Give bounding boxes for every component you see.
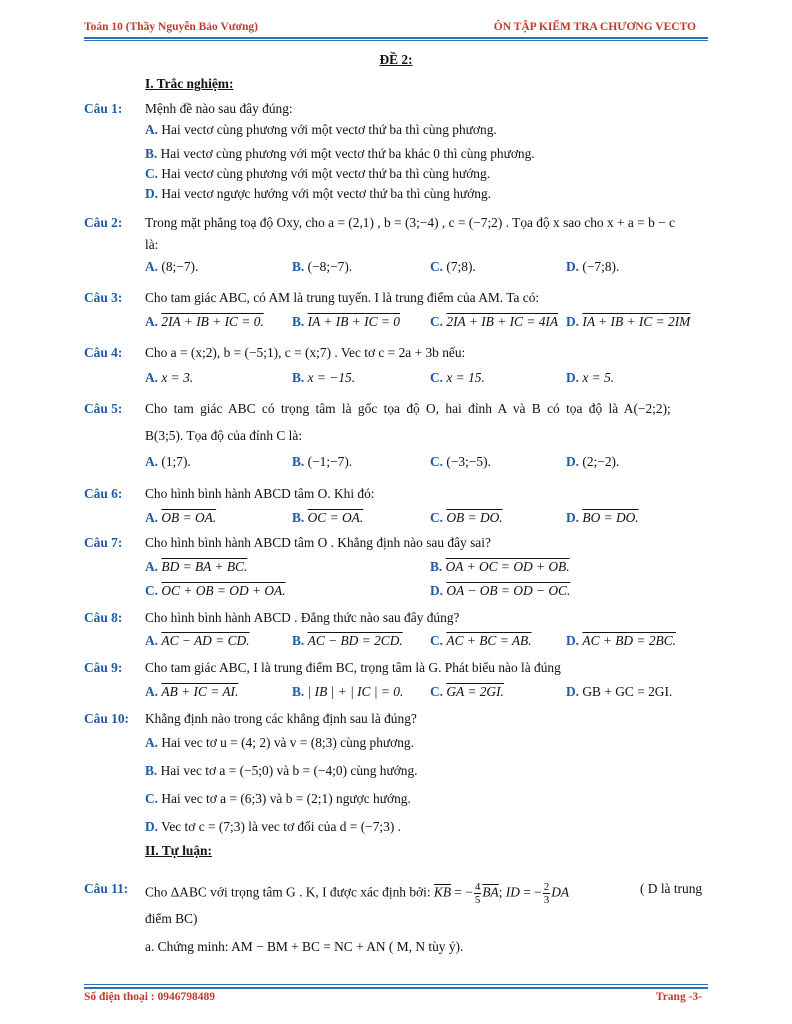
q1-option-c: C. Hai vectơ cùng phương với một vectơ thứ ba thì cùng hướng. [145, 166, 491, 181]
fraction-4-5: $\frac{4}{5}$ [474, 881, 481, 906]
q2-stem: Trong mặt phẳng toạ độ Oxy, cho a = (2,1) , b = (3;−4) , c = (−7;2) . Tọa độ x sao cho x + a = b − c [145, 215, 675, 230]
q11-stem-cont: điểm BC) [145, 911, 198, 926]
q4-option-d: D. x = 5. [566, 370, 615, 385]
q9-option-c: C. GA = 2GI. [430, 684, 504, 699]
q8-stem: Cho hình bình hành ABCD . Đẳng thức nào sau đây đúng? [145, 610, 460, 625]
q1-stem: Mệnh đề nào sau đây đúng: [145, 101, 293, 116]
q7-stem: Cho hình bình hành ABCD tâm O . Khẳng định nào sau đây sai? [145, 535, 491, 550]
section-essay: II. Tự luận: [145, 843, 212, 858]
exam-title: ĐỀ 2: [379, 52, 413, 67]
header-rule [84, 37, 708, 39]
q9-stem: Cho tam giác ABC, I là trung điểm BC, trọng tâm là G. Phát biểu nào là đúng [145, 660, 561, 675]
q5-option-d: D. (2;−2). [566, 454, 620, 469]
q6-option-a: A. OB = OA. [145, 510, 217, 525]
q3-label: Câu 3: [84, 290, 123, 305]
q11-part-a: a. Chứng minh: AM − BM + BC = NC + AN ( M, N tùy ý). [145, 939, 464, 954]
q4-option-c: C. x = 15. [430, 370, 485, 385]
q10-option-d: D. Vec tơ c = (7;3) là vec tơ đối của d = (−7;3) . [145, 819, 401, 834]
q4-label: Câu 4: [84, 345, 123, 360]
q7-option-c: C. OC + OB = OD + OA. [145, 583, 286, 598]
q8-option-b: B. AC − BD = 2CD. [292, 633, 403, 648]
q7-option-b: B. OA + OC = OD + OB. [430, 559, 570, 574]
q2-label: Câu 2: [84, 215, 123, 230]
q7-label: Câu 7: [84, 535, 123, 550]
q5-stem-cont: B(3;5). Tọa độ của đỉnh C là: [145, 428, 303, 443]
header-right: ÔN TẬP KIỂM TRA CHƯƠNG VECTO [493, 21, 696, 33]
fraction-2-3: $\frac{2}{3}$ [543, 881, 550, 906]
q10-option-c: C. Hai vec tơ a = (6;3) và b = (2;1) ngược hướng. [145, 791, 411, 806]
q9-option-d: D. GB + GC = 2GI. [566, 684, 673, 699]
q2-option-c: C. (7;8). [430, 259, 476, 274]
q4-option-a: A. x = 3. [145, 370, 194, 385]
q3-option-c: C. 2IA + IB + IC = 4IA [430, 314, 559, 329]
q2-option-d: D. (−7;8). [566, 259, 620, 274]
q8-option-a: A. AC − AD = CD. [145, 633, 250, 648]
q10-label: Câu 10: [84, 711, 130, 726]
q11-label: Câu 11: [84, 881, 129, 896]
q9-option-b: B. | IB | + | IC | = 0. [292, 684, 404, 699]
q1-label: Câu 1: [84, 101, 123, 116]
q8-option-c: C. AC + BC = AB. [430, 633, 532, 648]
q6-stem: Cho hình bình hành ABCD tâm O. Khi đó: [145, 486, 375, 501]
q4-stem: Cho a = (x;2), b = (−5;1), c = (x;7) . Vec tơ c = 2a + 3b nếu: [145, 345, 466, 360]
q9-label: Câu 9: [84, 660, 123, 675]
q2-option-a: A. (8;−7). [145, 259, 199, 274]
q11-stem-tail: ( D là trung [640, 881, 703, 896]
footer-rule-thin [84, 984, 708, 985]
q3-option-b: B. IA + IB + IC = 0 [292, 314, 400, 329]
q7-option-a: A. BD = BA + BC. [145, 559, 248, 574]
q10-option-a: A. Hai vec tơ u = (4; 2) và v = (8;3) cùng phương. [145, 735, 414, 750]
q8-label: Câu 8: [84, 610, 123, 625]
q3-stem: Cho tam giác ABC, có AM là trung tuyến. I là trung điểm của AM. Ta có: [145, 290, 540, 305]
q10-stem: Khẳng định nào trong các khẳng định sau là đúng? [145, 711, 417, 726]
q3-option-d: D. IA + IB + IC = 2IM [566, 314, 691, 329]
q3-option-a: A. 2IA + IB + IC = 0. [145, 314, 264, 329]
q4-option-b: B. x = −15. [292, 370, 356, 385]
q11-stem: Cho ΔABC với trọng tâm G . K, I được xác định bởi: $\overline{KB}$ = − $\frac{4}{5}$ $\overline{BA}$; ID = − $\frac{2}{3}$ DA [145, 881, 570, 906]
footer-phone: Số điện thoại : 0946798489 [84, 991, 215, 1003]
q5-label: Câu 5: [84, 401, 123, 416]
q5-option-b: B. (−1;−7). [292, 454, 353, 469]
q7-option-d: D. OA − OB = OD − OC. [430, 583, 571, 598]
q5-option-a: A. (1;7). [145, 454, 191, 469]
q5-option-c: C. (−3;−5). [430, 454, 491, 469]
q6-option-c: C. OB = DO. [430, 510, 503, 525]
q1-option-d: D. Hai vectơ ngược hướng với một vectơ thứ ba thì cùng hướng. [145, 186, 491, 201]
q6-label: Câu 6: [84, 486, 123, 501]
q10-option-b: B. Hai vec tơ a = (−5;0) và b = (−4;0) cùng hướng. [145, 763, 418, 778]
q5-stem: Cho tam giác ABC có trọng tâm là gốc tọa độ O, hai đỉnh A và B có tọa độ là A(−2;2); [145, 401, 671, 416]
q1-option-a: A. Hai vectơ cùng phương với một vectơ thứ ba thì cùng phương. [145, 122, 497, 137]
q2-option-b: B. (−8;−7). [292, 259, 353, 274]
header-rule-thin [84, 40, 708, 41]
q9-option-a: A. AB + IC = AI. [145, 684, 239, 699]
q6-option-d: D. BO = DO. [566, 510, 639, 525]
q6-option-b: B. OC = OA. [292, 510, 364, 525]
footer-rule [84, 987, 708, 989]
footer-page-number: Trang -3- [655, 991, 702, 1003]
q2-stem-cont: là: [145, 237, 159, 252]
q1-option-b: B. Hai vectơ cùng phương với một vectơ thứ ba khác 0 thì cùng phương. [145, 146, 535, 161]
header-left: Toán 10 (Thầy Nguyễn Bảo Vương) [84, 21, 258, 33]
section-multiple-choice: I. Trắc nghiệm: [145, 76, 234, 91]
q8-option-d: D. AC + BD = 2BC. [566, 633, 676, 648]
